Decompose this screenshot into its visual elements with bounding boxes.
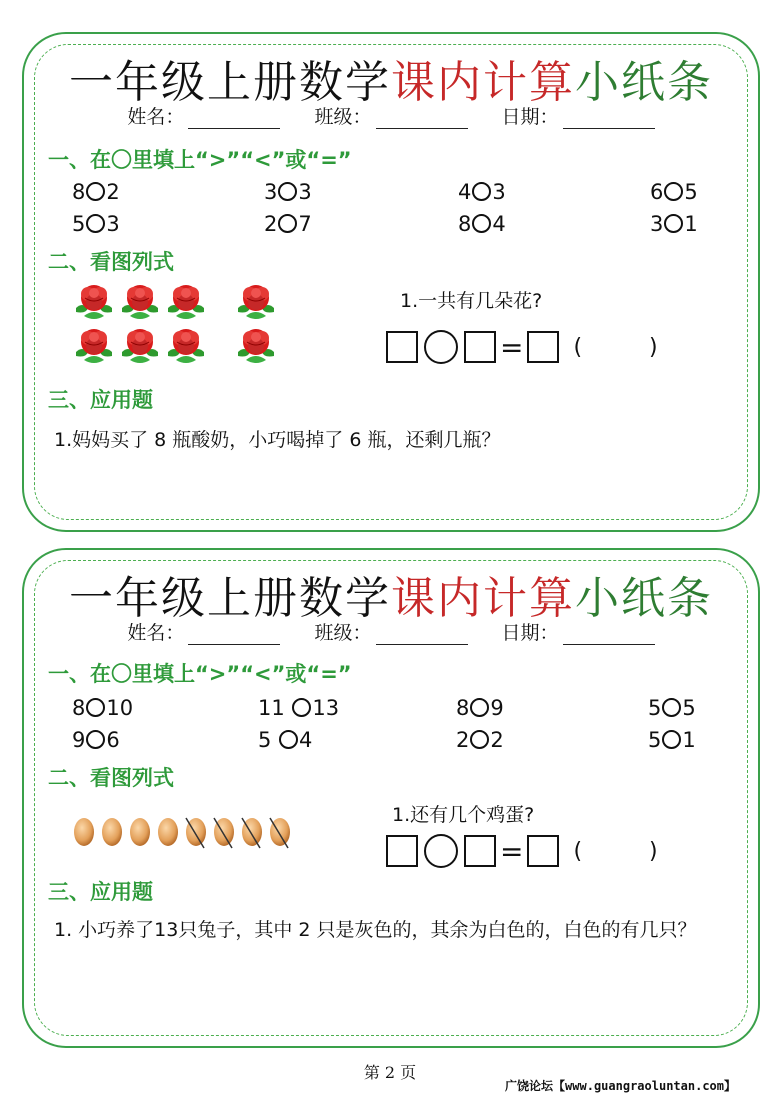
compare-item: 8 10 bbox=[72, 696, 134, 720]
site-watermark[interactable]: 广饶论坛【www.guangraoluntan.com】 bbox=[505, 1079, 736, 1093]
section-3-heading: 三、应用题 bbox=[48, 880, 153, 904]
eggs-picture bbox=[74, 812, 324, 856]
crossed-out-egg-icon bbox=[214, 818, 234, 848]
answer-circle[interactable] bbox=[86, 214, 105, 233]
page-number: 第 2 页 bbox=[363, 1063, 417, 1082]
egg-icon bbox=[130, 818, 150, 846]
title-part-2: 课内计算 bbox=[391, 573, 575, 624]
answer-box[interactable] bbox=[464, 331, 496, 363]
answer-circle[interactable] bbox=[472, 182, 491, 201]
picture-question: 1.还有几个鸡蛋? bbox=[392, 804, 535, 826]
worksheet-card-2 bbox=[22, 548, 760, 1048]
word-problem: 1. 小巧养了13只兔子，其中 2 只是灰色的，其余为白色的，白色的有几只？ bbox=[54, 919, 697, 941]
answer-circle[interactable] bbox=[472, 214, 491, 233]
red-flower-icon bbox=[76, 329, 112, 363]
compare-item: 8 4 bbox=[458, 212, 506, 236]
answer-circle[interactable] bbox=[470, 698, 489, 717]
unit-parenthesis[interactable]: ( ) bbox=[573, 838, 688, 864]
name-label: 姓名： bbox=[127, 106, 185, 128]
answer-circle[interactable] bbox=[278, 182, 297, 201]
title-part-3: 小纸条 bbox=[575, 57, 713, 108]
answer-circle[interactable] bbox=[664, 214, 683, 233]
compare-item: 2 2 bbox=[456, 728, 504, 752]
compare-item: 8 9 bbox=[456, 696, 504, 720]
student-info bbox=[24, 618, 758, 645]
answer-box[interactable] bbox=[464, 835, 496, 867]
answer-circle[interactable] bbox=[279, 730, 298, 749]
name-blank[interactable] bbox=[188, 626, 280, 645]
answer-box[interactable] bbox=[527, 331, 559, 363]
title-part-3: 小纸条 bbox=[575, 573, 713, 624]
answer-circle[interactable] bbox=[292, 698, 311, 717]
crossed-out-egg-icon bbox=[270, 818, 290, 848]
title-part-1: 一年级上册数学 bbox=[69, 57, 391, 108]
date-blank[interactable] bbox=[563, 110, 655, 129]
operator-circle[interactable] bbox=[424, 834, 458, 868]
equation-boxes bbox=[386, 330, 688, 364]
compare-item: 4 3 bbox=[458, 180, 506, 204]
answer-circle[interactable] bbox=[86, 698, 105, 717]
section-2-heading: 二、看图列式 bbox=[48, 250, 174, 274]
date-label: 日期： bbox=[501, 106, 559, 128]
answer-circle[interactable] bbox=[86, 182, 105, 201]
egg-icon bbox=[102, 818, 122, 846]
compare-item: 8 2 bbox=[72, 180, 120, 204]
section-1-heading: 一、在〇里填上“>”“<”或“=” bbox=[48, 662, 352, 686]
red-flower-icon bbox=[238, 329, 274, 363]
card-title bbox=[24, 562, 758, 626]
answer-circle[interactable] bbox=[662, 698, 681, 717]
compare-item: 3 1 bbox=[650, 212, 698, 236]
answer-circle[interactable] bbox=[664, 182, 683, 201]
class-blank[interactable] bbox=[376, 110, 468, 129]
compare-item: 5 1 bbox=[648, 728, 696, 752]
title-part-2: 课内计算 bbox=[391, 57, 575, 108]
answer-box[interactable] bbox=[386, 331, 418, 363]
picture-question: 1.一共有几朵花? bbox=[400, 290, 543, 312]
red-flower-icon bbox=[168, 285, 204, 319]
compare-item: 6 5 bbox=[650, 180, 698, 204]
red-flower-icon bbox=[76, 285, 112, 319]
answer-box[interactable] bbox=[527, 835, 559, 867]
date-label: 日期： bbox=[501, 622, 559, 644]
answer-box[interactable] bbox=[386, 835, 418, 867]
name-blank[interactable] bbox=[188, 110, 280, 129]
section-2-heading: 二、看图列式 bbox=[48, 766, 174, 790]
crossed-out-egg-icon bbox=[242, 818, 262, 848]
compare-item: 5 3 bbox=[72, 212, 120, 236]
red-flower-icon bbox=[122, 329, 158, 363]
answer-circle[interactable] bbox=[86, 730, 105, 749]
class-blank[interactable] bbox=[376, 626, 468, 645]
section-1-heading: 一、在〇里填上“>”“<”或“=” bbox=[48, 148, 352, 172]
card-title bbox=[24, 46, 758, 110]
egg-icon bbox=[74, 818, 94, 846]
word-problem: 1.妈妈买了 8 瓶酸奶，小巧喝掉了 6 瓶，还剩几瓶？ bbox=[54, 429, 501, 451]
title-part-1: 一年级上册数学 bbox=[69, 573, 391, 624]
red-flower-icon bbox=[168, 329, 204, 363]
equation-boxes bbox=[386, 834, 688, 868]
red-flower-icon bbox=[122, 285, 158, 319]
operator-circle[interactable] bbox=[424, 330, 458, 364]
worksheet-card-1 bbox=[22, 32, 760, 532]
answer-circle[interactable] bbox=[278, 214, 297, 233]
compare-item: 3 3 bbox=[264, 180, 312, 204]
compare-item: 5 4 bbox=[258, 728, 313, 752]
compare-item: 2 7 bbox=[264, 212, 312, 236]
flowers-picture bbox=[74, 282, 314, 372]
compare-item: 9 6 bbox=[72, 728, 120, 752]
unit-parenthesis[interactable]: ( ) bbox=[573, 334, 688, 360]
equals-sign: = bbox=[500, 330, 524, 364]
section-3-heading: 三、应用题 bbox=[48, 388, 153, 412]
equals-sign: = bbox=[500, 834, 524, 868]
answer-circle[interactable] bbox=[662, 730, 681, 749]
student-info bbox=[24, 102, 758, 129]
class-label: 班级： bbox=[314, 622, 372, 644]
compare-item: 11 13 bbox=[258, 696, 340, 720]
date-blank[interactable] bbox=[563, 626, 655, 645]
red-flower-icon bbox=[238, 285, 274, 319]
answer-circle[interactable] bbox=[470, 730, 489, 749]
name-label: 姓名： bbox=[127, 622, 185, 644]
class-label: 班级： bbox=[314, 106, 372, 128]
egg-icon bbox=[158, 818, 178, 846]
crossed-out-egg-icon bbox=[186, 818, 206, 848]
compare-item: 5 5 bbox=[648, 696, 696, 720]
